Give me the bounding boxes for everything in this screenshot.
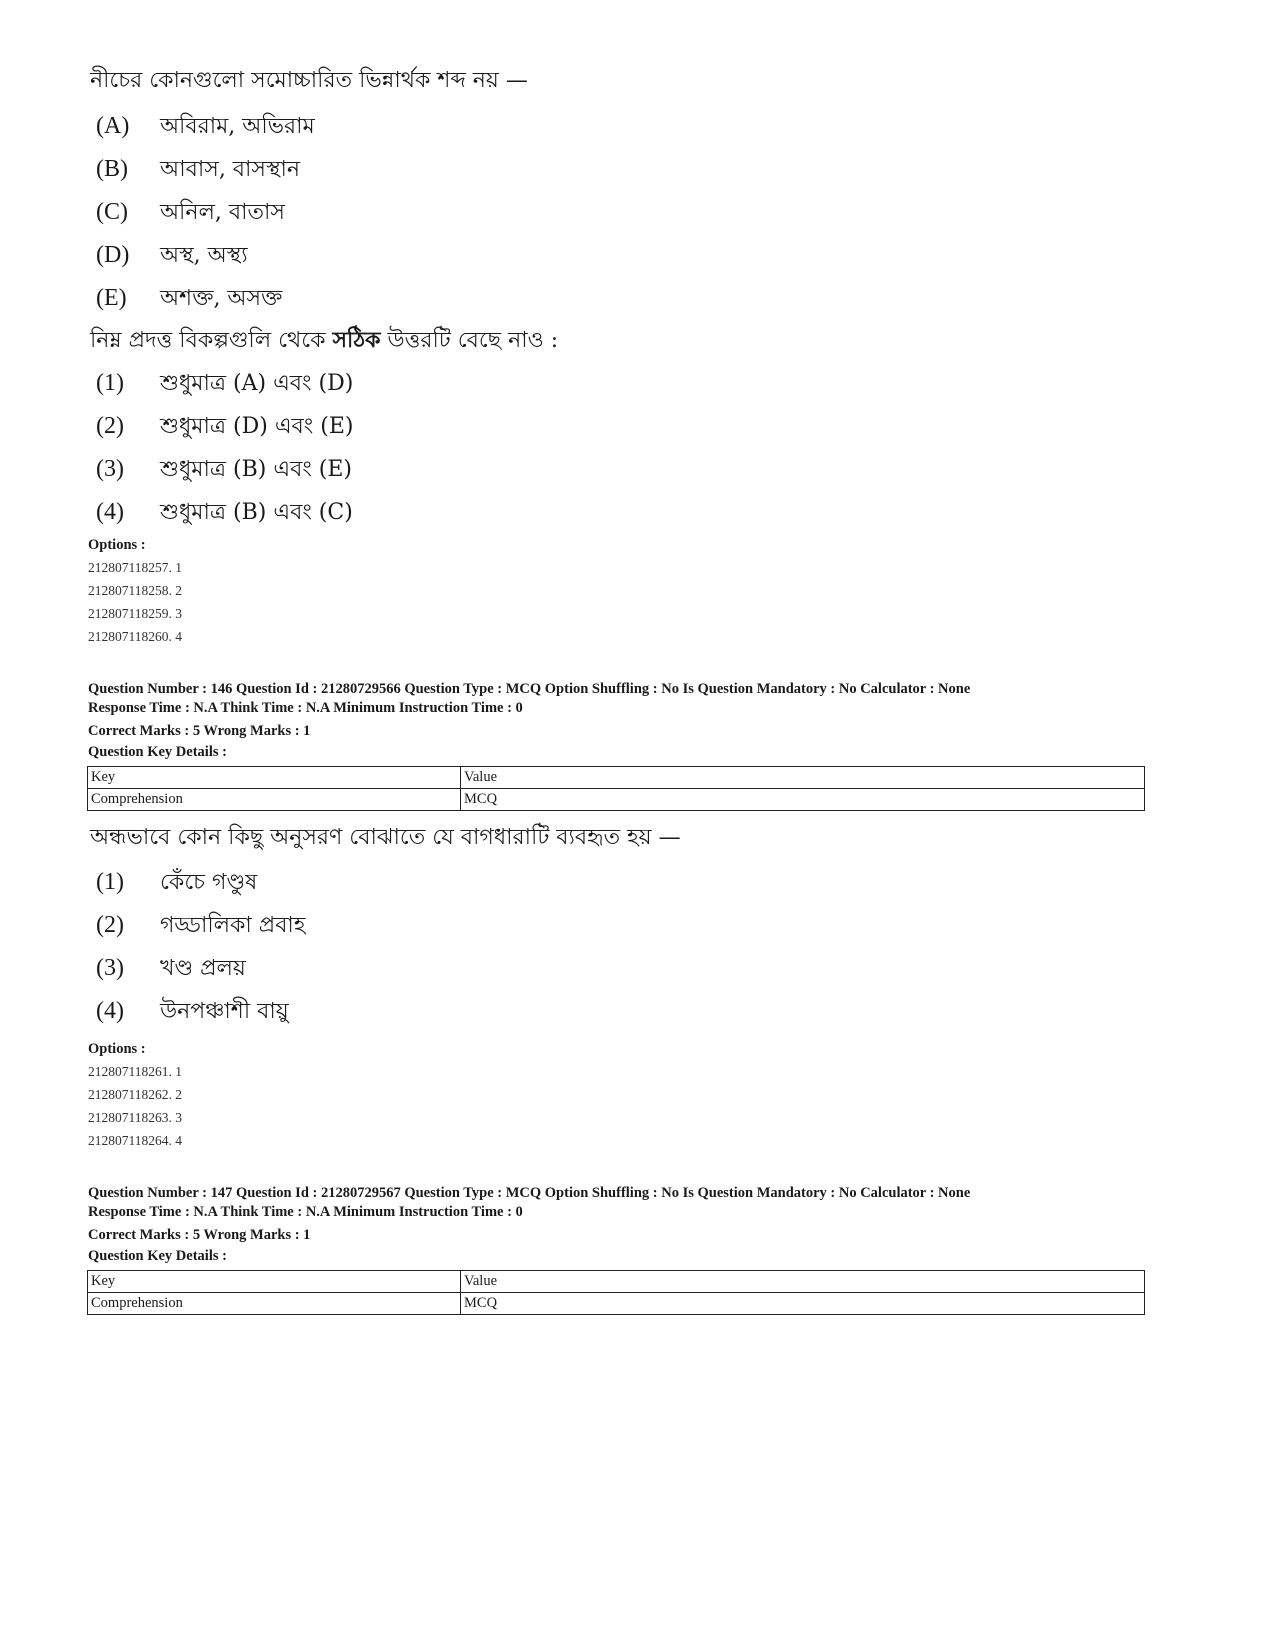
question-stem: অন্ধভাবে কোন কিছু অনুসরণ বোঝাতে যে বাগধারাটি ব্যবহৃত হয় — [90,825,681,850]
table-header-cell: Value [461,767,1145,789]
statement-text: অবিরাম, অভিরাম [160,114,315,139]
choice-text: শুধুমাত্র (B) এবং (E) [160,457,353,482]
question-marks: Correct Marks : 5 Wrong Marks : 1 [88,1227,311,1243]
choice-text: উনপঞ্চাশী বায়ু [160,999,289,1024]
choice-label: (1) [96,869,124,895]
statement-text: অনিল, বাতাস [160,200,285,225]
question-timing: Response Time : N.A Think Time : N.A Minimum Instruction Time : 0 [88,1204,523,1220]
choice-label: (4) [96,998,124,1024]
options-heading: Options : [88,537,146,553]
choice-4 [96,996,289,1027]
choice-text: খণ্ড প্রলয় [160,956,246,981]
question-key-heading: Question Key Details : [88,1248,227,1264]
instruction-line [90,325,558,356]
table-header-row [88,767,1145,789]
option-id: 212807118264. 4 [88,1133,182,1148]
option-id: 212807118258. 2 [88,583,182,598]
choice-3 [96,953,246,984]
statement-a [96,111,315,142]
table-cell: MCQ [461,789,1145,811]
table-row [88,789,1145,811]
statement-label: (A) [96,113,130,139]
instruction-emphasis: সঠিক [332,327,381,353]
choice-1 [96,867,257,898]
choice-label: (4) [96,499,124,525]
statement-label: (E) [96,285,127,311]
choice-3 [96,454,352,485]
table-header-row [88,1271,1145,1293]
question-timing: Response Time : N.A Think Time : N.A Minimum Instruction Time : 0 [88,700,523,716]
choice-label: (1) [96,370,124,396]
option-id: 212807118259. 3 [88,606,182,621]
question-meta: Question Number : 147 Question Id : 21280729567 Question Type : MCQ Option Shuffling : No Is Question Mandatory : No Calculator : None [88,1185,971,1201]
statement-label: (B) [96,156,128,182]
table-header-cell: Key [88,767,461,789]
statement-d [96,240,248,271]
options-heading: Options : [88,1041,146,1057]
choice-text: কেঁচে গণ্ডুষ [160,870,258,895]
option-id: 212807118257. 1 [88,560,182,575]
question-key-table [87,1270,1145,1315]
question-stem: নীচের কোনগুলো সমোচ্চারিত ভিন্নার্থক শব্দ নয় — [90,68,528,93]
choice-label: (2) [96,912,124,938]
table-header-cell: Key [88,1271,461,1293]
instruction-text: নিম্ন প্রদত্ত বিকল্পগুলি থেকে [90,328,333,353]
statement-label: (D) [96,242,130,268]
table-cell: MCQ [461,1293,1145,1315]
statement-text: অশক্ত, অসক্ত [160,286,283,311]
statement-text: আবাস, বাসস্থান [160,157,301,182]
statement-label: (C) [96,199,128,225]
table-cell: Comprehension [88,1293,461,1315]
option-id: 212807118262. 2 [88,1087,182,1102]
choice-text: শুধুমাত্র (D) এবং (E) [160,414,354,439]
option-ids [88,1060,182,1152]
table-cell: Comprehension [88,789,461,811]
choice-4 [96,497,353,528]
option-ids [88,556,182,648]
choice-2 [96,910,305,941]
choice-label: (3) [96,955,124,981]
table-row [88,1293,1145,1315]
statement-c [96,197,285,228]
statement-text: অস্থ, অস্থ্য [160,243,248,268]
choice-text: গড্ডালিকা প্রবাহ [160,913,306,938]
question-marks: Correct Marks : 5 Wrong Marks : 1 [88,723,311,739]
statement-b [96,154,300,185]
question-meta: Question Number : 146 Question Id : 21280729566 Question Type : MCQ Option Shuffling : No Is Question Mandatory : No Calculator : None [88,681,971,697]
choice-text: শুধুমাত্র (A) এবং (D) [160,371,354,396]
instruction-text: উত্তরটি বেছে নাও : [380,328,559,353]
option-id: 212807118263. 3 [88,1110,182,1125]
table-header-cell: Value [461,1271,1145,1293]
choice-label: (2) [96,413,124,439]
option-id: 212807118261. 1 [88,1064,182,1079]
choice-2 [96,411,354,442]
choice-label: (3) [96,456,124,482]
statement-e [96,283,282,314]
option-id: 212807118260. 4 [88,629,182,644]
question-key-heading: Question Key Details : [88,744,227,760]
choice-1 [96,368,353,399]
question-key-table [87,766,1145,811]
choice-text: শুধুমাত্র (B) এবং (C) [160,500,353,525]
